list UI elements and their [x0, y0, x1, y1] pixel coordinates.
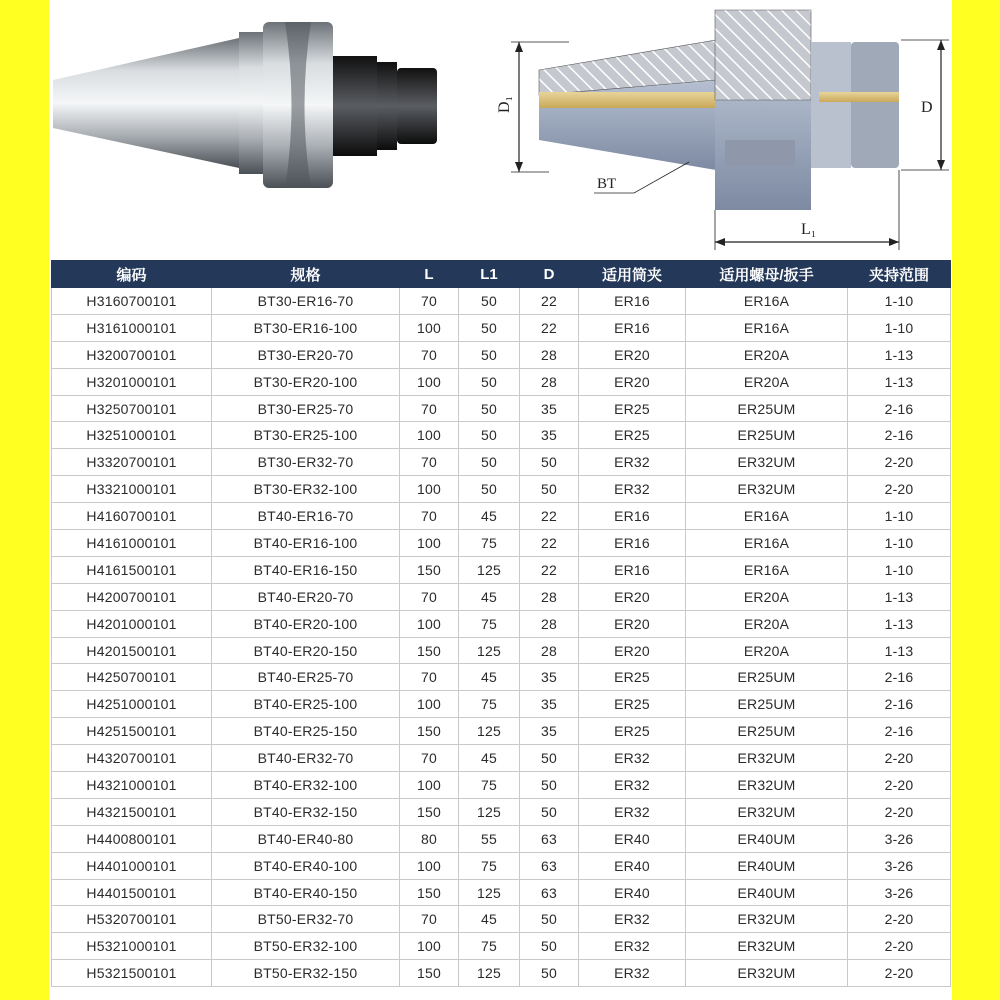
cell-nut: ER32UM: [686, 960, 848, 987]
cell-range: 2-16: [848, 664, 951, 691]
cell-d: 35: [520, 691, 579, 718]
cell-l: 100: [400, 933, 459, 960]
cell-d: 50: [520, 449, 579, 476]
table-row: [52, 368, 951, 395]
table-row: [52, 691, 951, 718]
cell-code: H4201000101: [52, 610, 212, 637]
cell-spec: BT40-ER20-150: [212, 637, 400, 664]
table-row: [52, 476, 951, 503]
table-row: [52, 745, 951, 772]
cell-nut: ER25UM: [686, 718, 848, 745]
label-d: D: [921, 99, 933, 116]
cell-d: 22: [520, 530, 579, 557]
cell-code: H3250700101: [52, 395, 212, 422]
cell-l1: 50: [459, 314, 520, 341]
cell-nut: ER20A: [686, 610, 848, 637]
cell-spec: BT40-ER32-70: [212, 745, 400, 772]
cell-d: 50: [520, 772, 579, 799]
table-row: [52, 449, 951, 476]
table-row: [52, 825, 951, 852]
cell-l1: 55: [459, 825, 520, 852]
cell-collet: ER20: [579, 368, 686, 395]
cell-l: 100: [400, 368, 459, 395]
cell-l1: 50: [459, 422, 520, 449]
cell-nut: ER32UM: [686, 933, 848, 960]
cell-collet: ER32: [579, 476, 686, 503]
cell-d: 50: [520, 745, 579, 772]
table-row: [52, 530, 951, 557]
table-row: [52, 395, 951, 422]
cell-code: H4251000101: [52, 691, 212, 718]
table-row: [52, 503, 951, 530]
cell-spec: BT30-ER25-100: [212, 422, 400, 449]
cell-code: H5320700101: [52, 906, 212, 933]
cell-spec: BT40-ER40-80: [212, 825, 400, 852]
cell-d: 35: [520, 718, 579, 745]
cell-code: H4161500101: [52, 556, 212, 583]
cell-code: H3201000101: [52, 368, 212, 395]
cell-l1: 75: [459, 691, 520, 718]
cell-spec: BT40-ER20-70: [212, 583, 400, 610]
cell-code: H4401500101: [52, 879, 212, 906]
cell-collet: ER25: [579, 422, 686, 449]
cell-range: 2-20: [848, 933, 951, 960]
cell-nut: ER32UM: [686, 772, 848, 799]
cell-range: 2-20: [848, 745, 951, 772]
cell-code: H3200700101: [52, 341, 212, 368]
cell-l1: 50: [459, 449, 520, 476]
table-row: [52, 798, 951, 825]
cell-l: 150: [400, 798, 459, 825]
header-clamp-range: 夹持范围: [848, 261, 951, 288]
cell-l1: 50: [459, 368, 520, 395]
cell-collet: ER32: [579, 798, 686, 825]
cell-collet: ER32: [579, 906, 686, 933]
cell-l1: 125: [459, 556, 520, 583]
cell-nut: ER20A: [686, 637, 848, 664]
header-code: 编码: [52, 261, 212, 288]
cell-d: 63: [520, 879, 579, 906]
cell-range: 3-26: [848, 879, 951, 906]
cell-l1: 45: [459, 503, 520, 530]
cell-d: 22: [520, 503, 579, 530]
cell-collet: ER16: [579, 314, 686, 341]
cell-nut: ER32UM: [686, 906, 848, 933]
cell-l1: 125: [459, 637, 520, 664]
cell-range: 2-16: [848, 718, 951, 745]
cell-range: 2-20: [848, 906, 951, 933]
cell-spec: BT40-ER32-100: [212, 772, 400, 799]
cell-l: 70: [400, 906, 459, 933]
cell-l1: 45: [459, 745, 520, 772]
table-row: [52, 879, 951, 906]
cell-l1: 50: [459, 341, 520, 368]
cell-l1: 45: [459, 583, 520, 610]
cell-code: H3321000101: [52, 476, 212, 503]
label-bt: BT: [597, 176, 617, 192]
table-row: [52, 556, 951, 583]
cell-code: H4201500101: [52, 637, 212, 664]
cell-spec: BT30-ER32-100: [212, 476, 400, 503]
cell-nut: ER16A: [686, 503, 848, 530]
cell-nut: ER25UM: [686, 664, 848, 691]
cell-spec: BT40-ER25-100: [212, 691, 400, 718]
cell-nut: ER16A: [686, 314, 848, 341]
cell-code: H4321500101: [52, 798, 212, 825]
cell-l: 100: [400, 610, 459, 637]
cell-l: 70: [400, 583, 459, 610]
cell-code: H4160700101: [52, 503, 212, 530]
cell-range: 1-13: [848, 610, 951, 637]
collet-nut: [397, 68, 437, 144]
cell-spec: BT30-ER25-70: [212, 395, 400, 422]
cell-nut: ER16A: [686, 530, 848, 557]
cell-spec: BT40-ER32-150: [212, 798, 400, 825]
cell-nut: ER40UM: [686, 879, 848, 906]
product-illustration: [49, 0, 952, 260]
cell-d: 28: [520, 341, 579, 368]
cell-l1: 50: [459, 395, 520, 422]
cell-l1: 50: [459, 476, 520, 503]
cell-spec: BT50-ER32-150: [212, 960, 400, 987]
cell-collet: ER25: [579, 395, 686, 422]
cell-range: 1-13: [848, 583, 951, 610]
table-row: [52, 852, 951, 879]
cell-code: H3161000101: [52, 314, 212, 341]
table-row: [52, 664, 951, 691]
cell-collet: ER32: [579, 745, 686, 772]
header-l: L: [400, 261, 459, 288]
cell-spec: BT40-ER16-100: [212, 530, 400, 557]
cell-range: 2-16: [848, 422, 951, 449]
flange-collar: [239, 32, 265, 174]
table-row: [52, 960, 951, 987]
cell-collet: ER32: [579, 772, 686, 799]
cell-d: 35: [520, 422, 579, 449]
header-nut-wrench: 适用螺母/扳手: [686, 261, 848, 288]
cell-collet: ER20: [579, 583, 686, 610]
cell-collet: ER40: [579, 825, 686, 852]
cell-nut: ER32UM: [686, 449, 848, 476]
cell-spec: BT40-ER25-150: [212, 718, 400, 745]
cell-code: H3320700101: [52, 449, 212, 476]
cell-d: 50: [520, 933, 579, 960]
cell-l: 70: [400, 745, 459, 772]
cell-l: 150: [400, 718, 459, 745]
cell-l: 150: [400, 556, 459, 583]
cell-l1: 125: [459, 879, 520, 906]
cell-collet: ER20: [579, 637, 686, 664]
cell-l1: 75: [459, 610, 520, 637]
cell-l: 100: [400, 772, 459, 799]
cell-spec: BT30-ER20-100: [212, 368, 400, 395]
cell-range: 1-13: [848, 637, 951, 664]
table-row: [52, 288, 951, 315]
cell-l1: 125: [459, 798, 520, 825]
cell-code: H3160700101: [52, 288, 212, 315]
cell-l1: 75: [459, 933, 520, 960]
cell-range: 2-20: [848, 772, 951, 799]
cell-spec: BT40-ER16-70: [212, 503, 400, 530]
cell-nut: ER20A: [686, 368, 848, 395]
cell-d: 50: [520, 476, 579, 503]
cell-l: 70: [400, 664, 459, 691]
spec-table: [51, 260, 951, 987]
cell-d: 22: [520, 314, 579, 341]
cell-range: 2-20: [848, 960, 951, 987]
cell-collet: ER32: [579, 933, 686, 960]
table-body: [52, 288, 951, 987]
cell-range: 3-26: [848, 852, 951, 879]
cell-range: 1-10: [848, 503, 951, 530]
cell-collet: ER20: [579, 610, 686, 637]
cell-l: 70: [400, 288, 459, 315]
cell-spec: BT40-ER25-70: [212, 664, 400, 691]
cell-nut: ER32UM: [686, 476, 848, 503]
cell-d: 63: [520, 825, 579, 852]
cell-nut: ER20A: [686, 341, 848, 368]
cell-l1: 125: [459, 960, 520, 987]
header-spec: 规格: [212, 261, 400, 288]
cell-collet: ER32: [579, 960, 686, 987]
table-header-row: [52, 261, 951, 288]
cell-collet: ER16: [579, 503, 686, 530]
cell-nut: ER32UM: [686, 798, 848, 825]
cell-l: 80: [400, 825, 459, 852]
taper-shank: [53, 38, 239, 168]
cell-d: 35: [520, 395, 579, 422]
cell-code: H4251500101: [52, 718, 212, 745]
cell-nut: ER40UM: [686, 852, 848, 879]
cell-code: H3251000101: [52, 422, 212, 449]
header-collet: 适用筒夹: [579, 261, 686, 288]
table-row: [52, 341, 951, 368]
header-l1: L1: [459, 261, 520, 288]
cell-spec: BT50-ER32-70: [212, 906, 400, 933]
cell-range: 1-10: [848, 314, 951, 341]
cell-nut: ER25UM: [686, 395, 848, 422]
cell-code: H4161000101: [52, 530, 212, 557]
table-row: [52, 422, 951, 449]
cell-range: 2-20: [848, 476, 951, 503]
cell-nut: ER20A: [686, 583, 848, 610]
cell-l1: 75: [459, 772, 520, 799]
cell-l1: 75: [459, 852, 520, 879]
header-d: D: [520, 261, 579, 288]
cell-collet: ER25: [579, 664, 686, 691]
cell-range: 2-16: [848, 691, 951, 718]
cell-nut: ER25UM: [686, 422, 848, 449]
label-l1: L₁: [801, 221, 817, 238]
cell-d: 50: [520, 906, 579, 933]
cell-collet: ER32: [579, 449, 686, 476]
cell-nut: ER16A: [686, 556, 848, 583]
cell-code: H4321000101: [52, 772, 212, 799]
cell-l: 150: [400, 879, 459, 906]
cell-l1: 75: [459, 530, 520, 557]
cell-nut: ER16A: [686, 288, 848, 315]
table-row: [52, 314, 951, 341]
section-diagram: [496, 10, 949, 250]
cell-d: 22: [520, 288, 579, 315]
cell-l: 100: [400, 422, 459, 449]
cell-range: 3-26: [848, 825, 951, 852]
cell-range: 1-13: [848, 368, 951, 395]
label-d1: D₁: [496, 95, 513, 113]
cell-l: 70: [400, 449, 459, 476]
cell-l: 150: [400, 637, 459, 664]
cell-code: H5321500101: [52, 960, 212, 987]
table-row: [52, 637, 951, 664]
cell-spec: BT30-ER20-70: [212, 341, 400, 368]
cell-code: H5321000101: [52, 933, 212, 960]
cell-range: 2-20: [848, 798, 951, 825]
table-row: [52, 906, 951, 933]
cell-spec: BT50-ER32-100: [212, 933, 400, 960]
cell-l: 100: [400, 314, 459, 341]
cell-collet: ER25: [579, 691, 686, 718]
tool-holder-photo: [53, 22, 437, 188]
cell-spec: BT30-ER32-70: [212, 449, 400, 476]
cell-l: 100: [400, 476, 459, 503]
cell-l: 70: [400, 503, 459, 530]
table-row: [52, 718, 951, 745]
cell-l1: 125: [459, 718, 520, 745]
cell-collet: ER20: [579, 341, 686, 368]
cell-d: 50: [520, 960, 579, 987]
cell-range: 2-16: [848, 395, 951, 422]
cell-range: 1-10: [848, 530, 951, 557]
cell-code: H4200700101: [52, 583, 212, 610]
cell-spec: BT30-ER16-70: [212, 288, 400, 315]
cell-d: 28: [520, 637, 579, 664]
cell-l: 100: [400, 691, 459, 718]
cell-d: 28: [520, 583, 579, 610]
cell-code: H4401000101: [52, 852, 212, 879]
cell-code: H4400800101: [52, 825, 212, 852]
cell-collet: ER40: [579, 852, 686, 879]
cell-d: 28: [520, 610, 579, 637]
cell-range: 1-10: [848, 556, 951, 583]
cell-l1: 50: [459, 288, 520, 315]
cell-l: 150: [400, 960, 459, 987]
table-row: [52, 610, 951, 637]
cell-spec: BT40-ER20-100: [212, 610, 400, 637]
cell-collet: ER16: [579, 556, 686, 583]
cell-range: 1-10: [848, 288, 951, 315]
cell-code: H4320700101: [52, 745, 212, 772]
cell-collet: ER40: [579, 879, 686, 906]
cell-spec: BT40-ER40-100: [212, 852, 400, 879]
table-row: [52, 772, 951, 799]
cell-range: 1-13: [848, 341, 951, 368]
cell-d: 35: [520, 664, 579, 691]
cell-collet: ER16: [579, 288, 686, 315]
cell-nut: ER25UM: [686, 691, 848, 718]
table-row: [52, 933, 951, 960]
cell-spec: BT40-ER40-150: [212, 879, 400, 906]
cell-collet: ER16: [579, 530, 686, 557]
cell-d: 63: [520, 852, 579, 879]
cell-d: 22: [520, 556, 579, 583]
collet-body: [333, 56, 377, 156]
cell-code: H4250700101: [52, 664, 212, 691]
cell-l: 70: [400, 341, 459, 368]
cell-nut: ER40UM: [686, 825, 848, 852]
cell-l: 100: [400, 852, 459, 879]
cell-l: 100: [400, 530, 459, 557]
cell-d: 50: [520, 798, 579, 825]
cell-l: 70: [400, 395, 459, 422]
table-row: [52, 583, 951, 610]
cell-spec: BT40-ER16-150: [212, 556, 400, 583]
cell-range: 2-20: [848, 449, 951, 476]
cell-nut: ER32UM: [686, 745, 848, 772]
cell-d: 28: [520, 368, 579, 395]
cell-l1: 45: [459, 906, 520, 933]
cell-spec: BT30-ER16-100: [212, 314, 400, 341]
cell-collet: ER25: [579, 718, 686, 745]
cell-l1: 45: [459, 664, 520, 691]
